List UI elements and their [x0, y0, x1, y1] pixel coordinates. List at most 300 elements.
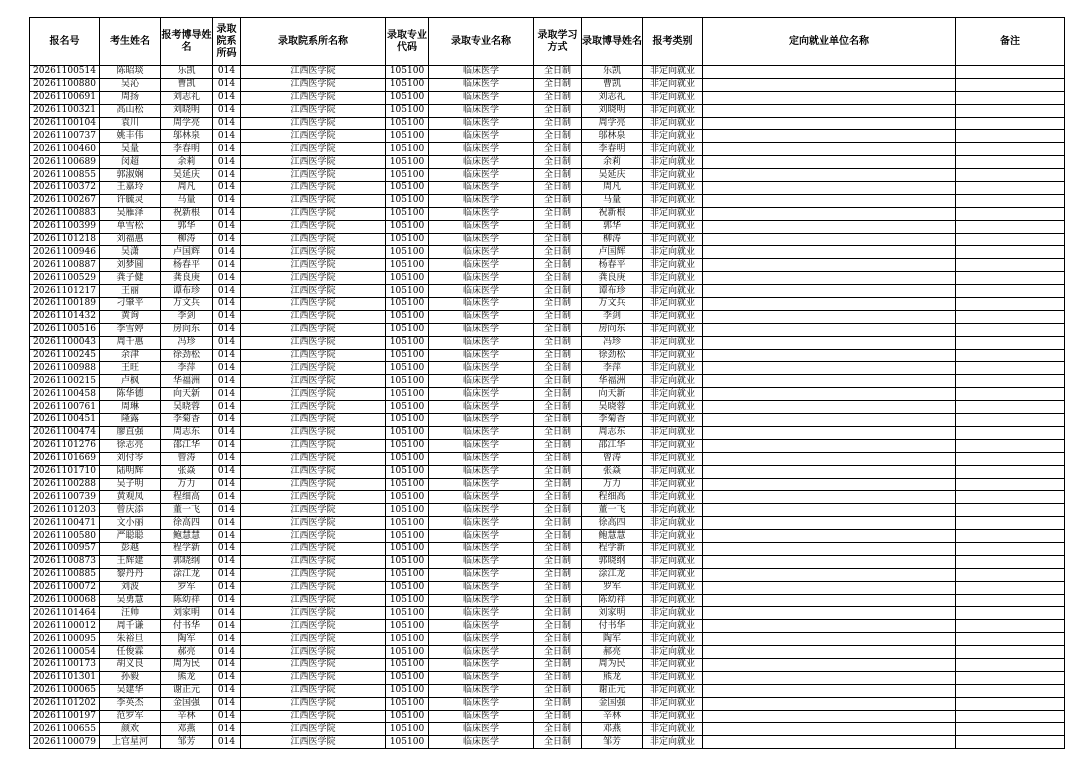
cell-study-mode: 全日制	[534, 78, 582, 91]
cell-dept-name: 江西医学院	[241, 336, 386, 349]
cell-major-name: 临床医学	[429, 504, 534, 517]
cell-advisor-applied: 邹芳	[161, 736, 213, 749]
cell-category: 非定向就业	[643, 143, 703, 156]
cell-dept-name: 江西医学院	[241, 671, 386, 684]
cell-name: 朱裕旦	[100, 633, 161, 646]
cell-major-name: 临床医学	[429, 658, 534, 671]
cell-id: 20261100458	[30, 388, 100, 401]
cell-note	[956, 620, 1065, 633]
cell-dept-name: 江西医学院	[241, 156, 386, 169]
cell-category: 非定向就业	[643, 78, 703, 91]
cell-dept-code: 014	[213, 607, 241, 620]
cell-study-mode: 全日制	[534, 207, 582, 220]
cell-study-mode: 全日制	[534, 710, 582, 723]
cell-advisor-applied: 余莉	[161, 156, 213, 169]
cell-advisor-applied: 万力	[161, 478, 213, 491]
cell-major-code: 105100	[386, 143, 429, 156]
cell-name: 吴建华	[100, 684, 161, 697]
cell-advisor-admitted: 卢国辉	[582, 246, 643, 259]
cell-name: 刘福惠	[100, 233, 161, 246]
cell-id: 20261100739	[30, 491, 100, 504]
cell-dept-name: 江西医学院	[241, 78, 386, 91]
cell-unit	[703, 452, 956, 465]
cell-category: 非定向就业	[643, 104, 703, 117]
cell-dept-code: 014	[213, 246, 241, 259]
cell-major-name: 临床医学	[429, 104, 534, 117]
cell-advisor-applied: 谢正元	[161, 684, 213, 697]
cell-note	[956, 246, 1065, 259]
cell-unit	[703, 633, 956, 646]
cell-name: 彭越	[100, 542, 161, 555]
cell-major-code: 105100	[386, 646, 429, 659]
cell-advisor-applied: 刘家明	[161, 607, 213, 620]
cell-major-code: 105100	[386, 684, 429, 697]
cell-unit	[703, 736, 956, 749]
cell-dept-name: 江西医学院	[241, 233, 386, 246]
cell-note	[956, 156, 1065, 169]
cell-dept-name: 江西医学院	[241, 658, 386, 671]
cell-name: 郭淑娴	[100, 169, 161, 182]
cell-major-name: 临床医学	[429, 169, 534, 182]
cell-unit	[703, 298, 956, 311]
cell-category: 非定向就业	[643, 323, 703, 336]
cell-note	[956, 542, 1065, 555]
cell-major-code: 105100	[386, 478, 429, 491]
cell-dept-code: 014	[213, 362, 241, 375]
cell-category: 非定向就业	[643, 658, 703, 671]
cell-major-name: 临床医学	[429, 375, 534, 388]
cell-major-name: 临床医学	[429, 401, 534, 414]
cell-major-name: 临床医学	[429, 736, 534, 749]
cell-unit	[703, 671, 956, 684]
cell-category: 非定向就业	[643, 194, 703, 207]
cell-id: 20261100529	[30, 272, 100, 285]
cell-id: 20261101203	[30, 504, 100, 517]
table-row	[30, 362, 1065, 375]
cell-name: 吴雁泽	[100, 207, 161, 220]
cell-dept-name: 江西医学院	[241, 594, 386, 607]
cell-id: 20261100043	[30, 336, 100, 349]
cell-major-code: 105100	[386, 362, 429, 375]
cell-name: 陈昭琰	[100, 66, 161, 79]
cell-dept-code: 014	[213, 156, 241, 169]
cell-name: 姚丰伟	[100, 130, 161, 143]
cell-name: 余津	[100, 349, 161, 362]
cell-note	[956, 710, 1065, 723]
cell-unit	[703, 594, 956, 607]
cell-note	[956, 555, 1065, 568]
cell-category: 非定向就业	[643, 246, 703, 259]
cell-dept-code: 014	[213, 169, 241, 182]
cell-major-name: 临床医学	[429, 607, 534, 620]
cell-major-code: 105100	[386, 439, 429, 452]
cell-advisor-applied: 房向东	[161, 323, 213, 336]
cell-major-name: 临床医学	[429, 414, 534, 427]
cell-dept-code: 014	[213, 736, 241, 749]
cell-major-name: 临床医学	[429, 336, 534, 349]
cell-name: 吴子明	[100, 478, 161, 491]
cell-advisor-applied: 李萍	[161, 362, 213, 375]
cell-category: 非定向就业	[643, 736, 703, 749]
cell-unit	[703, 646, 956, 659]
cell-study-mode: 全日制	[534, 182, 582, 195]
cell-unit	[703, 143, 956, 156]
cell-dept-code: 014	[213, 298, 241, 311]
cell-unit	[703, 620, 956, 633]
table-row	[30, 504, 1065, 517]
cell-advisor-admitted: 吴延庆	[582, 169, 643, 182]
table-row	[30, 388, 1065, 401]
cell-dept-code: 014	[213, 143, 241, 156]
cell-dept-name: 江西医学院	[241, 710, 386, 723]
cell-major-name: 临床医学	[429, 143, 534, 156]
cell-name: 陆明辉	[100, 465, 161, 478]
cell-dept-name: 江西医学院	[241, 607, 386, 620]
cell-unit	[703, 246, 956, 259]
cell-advisor-applied: 李剑	[161, 310, 213, 323]
table-row	[30, 517, 1065, 530]
cell-id: 20261100065	[30, 684, 100, 697]
cell-advisor-admitted: 涂江龙	[582, 568, 643, 581]
cell-dept-name: 江西医学院	[241, 298, 386, 311]
cell-major-name: 临床医学	[429, 220, 534, 233]
table-row	[30, 117, 1065, 130]
cell-id: 20261101464	[30, 607, 100, 620]
cell-note	[956, 272, 1065, 285]
cell-dept-code: 014	[213, 182, 241, 195]
cell-id: 20261100054	[30, 646, 100, 659]
cell-dept-name: 江西医学院	[241, 439, 386, 452]
cell-major-name: 临床医学	[429, 594, 534, 607]
cell-dept-code: 014	[213, 594, 241, 607]
cell-name: 吴潇	[100, 246, 161, 259]
cell-major-name: 临床医学	[429, 388, 534, 401]
cell-major-code: 105100	[386, 594, 429, 607]
cell-category: 非定向就业	[643, 401, 703, 414]
cell-name: 周千谦	[100, 620, 161, 633]
cell-category: 非定向就业	[643, 452, 703, 465]
cell-major-code: 105100	[386, 156, 429, 169]
cell-unit	[703, 658, 956, 671]
cell-id: 20261100516	[30, 323, 100, 336]
cell-id: 20261101218	[30, 233, 100, 246]
cell-id: 20261101669	[30, 452, 100, 465]
cell-id: 20261100451	[30, 414, 100, 427]
cell-name: 单雪松	[100, 220, 161, 233]
col-header-id: 报名号	[30, 18, 100, 66]
table-row	[30, 194, 1065, 207]
cell-advisor-admitted: 金国强	[582, 697, 643, 710]
cell-name: 徐志亮	[100, 439, 161, 452]
cell-major-name: 临床医学	[429, 298, 534, 311]
table-row	[30, 182, 1065, 195]
cell-dept-code: 014	[213, 658, 241, 671]
cell-dept-code: 014	[213, 504, 241, 517]
cell-note	[956, 581, 1065, 594]
cell-advisor-applied: 刘晓明	[161, 104, 213, 117]
table-row	[30, 568, 1065, 581]
cell-dept-name: 江西医学院	[241, 491, 386, 504]
cell-study-mode: 全日制	[534, 362, 582, 375]
cell-note	[956, 452, 1065, 465]
cell-study-mode: 全日制	[534, 336, 582, 349]
cell-advisor-admitted: 乐凯	[582, 66, 643, 79]
cell-name: 王嘉玲	[100, 182, 161, 195]
cell-name: 李英杰	[100, 697, 161, 710]
cell-advisor-applied: 华福洲	[161, 375, 213, 388]
cell-study-mode: 全日制	[534, 517, 582, 530]
cell-advisor-applied: 鲍慧慧	[161, 530, 213, 543]
cell-category: 非定向就业	[643, 349, 703, 362]
cell-id: 20261100873	[30, 555, 100, 568]
cell-note	[956, 362, 1065, 375]
cell-study-mode: 全日制	[534, 414, 582, 427]
cell-name: 李雪婷	[100, 323, 161, 336]
cell-category: 非定向就业	[643, 156, 703, 169]
cell-unit	[703, 259, 956, 272]
cell-advisor-admitted: 向天新	[582, 388, 643, 401]
cell-note	[956, 517, 1065, 530]
cell-name: 闵超	[100, 156, 161, 169]
cell-study-mode: 全日制	[534, 246, 582, 259]
cell-study-mode: 全日制	[534, 684, 582, 697]
cell-dept-name: 江西医学院	[241, 104, 386, 117]
cell-major-code: 105100	[386, 530, 429, 543]
cell-dept-name: 江西医学院	[241, 465, 386, 478]
cell-dept-name: 江西医学院	[241, 723, 386, 736]
cell-unit	[703, 401, 956, 414]
cell-id: 20261100288	[30, 478, 100, 491]
cell-dept-name: 江西医学院	[241, 388, 386, 401]
cell-major-name: 临床医学	[429, 620, 534, 633]
cell-advisor-applied: 陶军	[161, 633, 213, 646]
cell-id: 20261100079	[30, 736, 100, 749]
table-row	[30, 491, 1065, 504]
col-header-advisor-admitted: 录取博导姓名	[582, 18, 643, 66]
cell-dept-name: 江西医学院	[241, 646, 386, 659]
cell-advisor-admitted: 辛林	[582, 710, 643, 723]
cell-major-code: 105100	[386, 130, 429, 143]
cell-note	[956, 194, 1065, 207]
cell-advisor-applied: 祝新根	[161, 207, 213, 220]
cell-dept-name: 江西医学院	[241, 736, 386, 749]
cell-dept-code: 014	[213, 581, 241, 594]
cell-name: 周千惠	[100, 336, 161, 349]
cell-major-code: 105100	[386, 555, 429, 568]
cell-category: 非定向就业	[643, 388, 703, 401]
cell-id: 20261101710	[30, 465, 100, 478]
cell-unit	[703, 323, 956, 336]
cell-dept-name: 江西医学院	[241, 478, 386, 491]
cell-study-mode: 全日制	[534, 465, 582, 478]
cell-dept-name: 江西医学院	[241, 117, 386, 130]
cell-major-code: 105100	[386, 491, 429, 504]
table-row	[30, 581, 1065, 594]
table-row	[30, 426, 1065, 439]
cell-id: 20261100474	[30, 426, 100, 439]
cell-note	[956, 607, 1065, 620]
cell-unit	[703, 684, 956, 697]
cell-id: 20261100883	[30, 207, 100, 220]
cell-dept-name: 江西医学院	[241, 684, 386, 697]
cell-study-mode: 全日制	[534, 130, 582, 143]
cell-advisor-applied: 郭华	[161, 220, 213, 233]
cell-category: 非定向就业	[643, 298, 703, 311]
cell-dept-code: 014	[213, 388, 241, 401]
cell-name: 黎丹丹	[100, 568, 161, 581]
cell-unit	[703, 91, 956, 104]
cell-unit	[703, 517, 956, 530]
cell-note	[956, 143, 1065, 156]
cell-category: 非定向就业	[643, 310, 703, 323]
cell-advisor-applied: 李春明	[161, 143, 213, 156]
cell-major-code: 105100	[386, 104, 429, 117]
cell-id: 20261101432	[30, 310, 100, 323]
cell-advisor-admitted: 董一飞	[582, 504, 643, 517]
cell-note	[956, 349, 1065, 362]
cell-major-code: 105100	[386, 78, 429, 91]
cell-major-name: 临床医学	[429, 542, 534, 555]
cell-advisor-admitted: 郭晓纲	[582, 555, 643, 568]
table-row	[30, 375, 1065, 388]
cell-advisor-applied: 徐劲松	[161, 349, 213, 362]
cell-major-code: 105100	[386, 117, 429, 130]
cell-dept-code: 014	[213, 66, 241, 79]
cell-id: 20261100761	[30, 401, 100, 414]
cell-name: 廖直强	[100, 426, 161, 439]
cell-major-name: 临床医学	[429, 285, 534, 298]
cell-major-name: 临床医学	[429, 723, 534, 736]
cell-advisor-admitted: 刘晓明	[582, 104, 643, 117]
cell-category: 非定向就业	[643, 504, 703, 517]
cell-study-mode: 全日制	[534, 259, 582, 272]
cell-id: 20261100267	[30, 194, 100, 207]
cell-dept-name: 江西医学院	[241, 91, 386, 104]
cell-unit	[703, 504, 956, 517]
table-row	[30, 736, 1065, 749]
cell-major-name: 临床医学	[429, 633, 534, 646]
table-row	[30, 259, 1065, 272]
cell-major-code: 105100	[386, 336, 429, 349]
cell-major-name: 临床医学	[429, 246, 534, 259]
cell-note	[956, 182, 1065, 195]
cell-advisor-admitted: 祝新根	[582, 207, 643, 220]
cell-unit	[703, 491, 956, 504]
cell-advisor-admitted: 邵江华	[582, 439, 643, 452]
cell-advisor-applied: 邬林泉	[161, 130, 213, 143]
cell-dept-code: 014	[213, 530, 241, 543]
cell-note	[956, 259, 1065, 272]
cell-advisor-applied: 刘志礼	[161, 91, 213, 104]
cell-study-mode: 全日制	[534, 194, 582, 207]
cell-name: 卢枫	[100, 375, 161, 388]
cell-dept-code: 014	[213, 233, 241, 246]
cell-major-name: 临床医学	[429, 517, 534, 530]
cell-study-mode: 全日制	[534, 233, 582, 246]
cell-note	[956, 298, 1065, 311]
cell-advisor-applied: 金国强	[161, 697, 213, 710]
cell-id: 20261100689	[30, 156, 100, 169]
cell-major-name: 临床医学	[429, 426, 534, 439]
col-header-advisor-applied: 报考博导姓名	[161, 18, 213, 66]
cell-major-code: 105100	[386, 375, 429, 388]
cell-note	[956, 323, 1065, 336]
cell-note	[956, 207, 1065, 220]
cell-id: 20261100460	[30, 143, 100, 156]
cell-major-code: 105100	[386, 620, 429, 633]
cell-advisor-admitted: 鲍慧慧	[582, 530, 643, 543]
cell-advisor-applied: 卢国辉	[161, 246, 213, 259]
cell-unit	[703, 555, 956, 568]
cell-advisor-admitted: 郝亮	[582, 646, 643, 659]
cell-advisor-applied: 冯珍	[161, 336, 213, 349]
cell-name: 王辉建	[100, 555, 161, 568]
cell-category: 非定向就业	[643, 581, 703, 594]
cell-dept-name: 江西医学院	[241, 517, 386, 530]
cell-id: 20261100737	[30, 130, 100, 143]
cell-category: 非定向就业	[643, 272, 703, 285]
cell-dept-name: 江西医学院	[241, 182, 386, 195]
cell-dept-code: 014	[213, 646, 241, 659]
cell-category: 非定向就业	[643, 91, 703, 104]
table-row	[30, 272, 1065, 285]
cell-dept-code: 014	[213, 401, 241, 414]
cell-note	[956, 91, 1065, 104]
cell-advisor-applied: 张焱	[161, 465, 213, 478]
cell-id: 20261100855	[30, 169, 100, 182]
cell-major-code: 105100	[386, 207, 429, 220]
col-header-major-name: 录取专业名称	[429, 18, 534, 66]
cell-dept-name: 江西医学院	[241, 349, 386, 362]
table-row	[30, 349, 1065, 362]
cell-major-name: 临床医学	[429, 465, 534, 478]
cell-unit	[703, 66, 956, 79]
cell-name: 刁肇平	[100, 298, 161, 311]
cell-note	[956, 736, 1065, 749]
cell-note	[956, 633, 1065, 646]
cell-id: 20261101301	[30, 671, 100, 684]
cell-major-name: 临床医学	[429, 530, 534, 543]
cell-major-code: 105100	[386, 607, 429, 620]
cell-major-code: 105100	[386, 723, 429, 736]
cell-unit	[703, 182, 956, 195]
cell-id: 20261100885	[30, 568, 100, 581]
cell-unit	[703, 156, 956, 169]
cell-name: 周扬	[100, 91, 161, 104]
cell-id: 20261100372	[30, 182, 100, 195]
table-row	[30, 452, 1065, 465]
cell-note	[956, 285, 1065, 298]
cell-category: 非定向就业	[643, 697, 703, 710]
cell-dept-code: 014	[213, 272, 241, 285]
cell-advisor-applied: 郭晓纲	[161, 555, 213, 568]
cell-advisor-admitted: 郭华	[582, 220, 643, 233]
cell-id: 20261100957	[30, 542, 100, 555]
cell-study-mode: 全日制	[534, 66, 582, 79]
cell-dept-name: 江西医学院	[241, 323, 386, 336]
cell-advisor-admitted: 李萍	[582, 362, 643, 375]
cell-advisor-admitted: 周志东	[582, 426, 643, 439]
cell-advisor-admitted: 谢正元	[582, 684, 643, 697]
cell-advisor-applied: 郝亮	[161, 646, 213, 659]
cell-name: 范罗军	[100, 710, 161, 723]
cell-major-name: 临床医学	[429, 194, 534, 207]
cell-unit	[703, 78, 956, 91]
cell-name: 黄询	[100, 310, 161, 323]
cell-category: 非定向就业	[643, 259, 703, 272]
cell-note	[956, 478, 1065, 491]
cell-study-mode: 全日制	[534, 542, 582, 555]
